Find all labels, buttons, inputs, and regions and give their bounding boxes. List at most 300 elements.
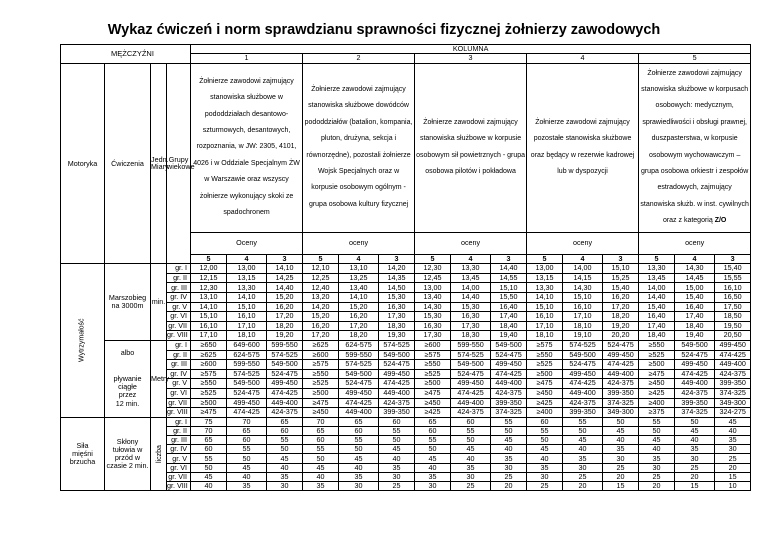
norm-value: 424-375	[715, 369, 751, 379]
norm-value: 30	[415, 482, 451, 491]
norm-value: 16,30	[379, 302, 415, 312]
norm-value: 19,20	[267, 331, 303, 341]
norm-value: 45	[491, 436, 527, 445]
grade-header: 3	[715, 254, 751, 264]
norm-value: 14,00	[639, 283, 675, 293]
age-group-label: gr. II	[167, 426, 191, 435]
norm-value: 40	[715, 426, 751, 435]
norm-value: 449-400	[379, 388, 415, 398]
norm-value: ≥425	[527, 398, 563, 408]
norm-value: 15,10	[603, 264, 639, 274]
norm-value: 14,45	[675, 273, 715, 283]
norm-value: 35	[527, 463, 563, 472]
norm-value: 35	[227, 482, 267, 491]
norm-value: 17,40	[639, 321, 675, 331]
norm-value: ≥400	[639, 398, 675, 408]
norm-value: 16,20	[603, 293, 639, 303]
age-group-label: gr. I	[167, 340, 191, 350]
norm-value: 55	[227, 445, 267, 454]
norm-value: ≥625	[303, 340, 339, 350]
norm-value: ≥425	[639, 388, 675, 398]
unit-header: Jedn. Miary	[151, 63, 167, 264]
norm-value: 14,20	[379, 264, 415, 274]
norm-value: 50	[603, 417, 639, 426]
norm-value: ≥475	[191, 408, 227, 418]
age-group-label: gr. IV	[167, 445, 191, 454]
column-number-4: 4	[527, 53, 639, 63]
grade-header: 3	[267, 254, 303, 264]
norm-value: ≥400	[527, 408, 563, 418]
kolumna-label: KOLUMNA	[191, 45, 751, 54]
norm-value: ≥450	[639, 379, 675, 389]
norm-value: 374-325	[491, 408, 527, 418]
grade-header: 3	[603, 254, 639, 264]
column-number-5: 5	[639, 53, 751, 63]
column-description-2: Żołnierze zawodowi zajmujący stanowiska służbowe dowódców pododdziałów (batalion, kompania, pluton, drużyna, sekcja i równorzędne), pozostali żołnierze Wojsk Specjalnych oraz w korpusie osobowym ogólnym - grupa osobowa kultury fizycznej	[303, 63, 415, 232]
norm-value: 50	[639, 426, 675, 435]
norm-value: 18,20	[339, 331, 379, 341]
age-groups-header: Grupy wiekowe	[167, 63, 191, 264]
norm-value: 40	[527, 454, 563, 463]
norm-value: 30	[527, 472, 563, 481]
norm-value: 14,15	[563, 273, 603, 283]
norm-value: 25	[639, 472, 675, 481]
grade-header: 5	[303, 254, 339, 264]
norm-value: 14,30	[415, 302, 451, 312]
norm-value: ≥575	[415, 350, 451, 360]
norm-value: 45	[715, 417, 751, 426]
norm-value: 20	[491, 482, 527, 491]
norm-value: 65	[267, 417, 303, 426]
norm-value: 25	[675, 463, 715, 472]
norm-value: ≥525	[191, 388, 227, 398]
norm-value: 399-350	[563, 408, 603, 418]
norm-value: 55	[267, 436, 303, 445]
norm-value: 15,30	[415, 312, 451, 322]
motoryka-header: Motoryka	[61, 63, 105, 264]
norm-value: 18,20	[603, 312, 639, 322]
age-group-label: gr. VII	[167, 321, 191, 331]
norm-value: 25	[527, 482, 563, 491]
norm-value: 18,40	[639, 331, 675, 341]
norm-value: 12,30	[191, 283, 227, 293]
norm-value: 16,10	[527, 312, 563, 322]
norm-value: 18,40	[491, 321, 527, 331]
norm-value: 35	[415, 472, 451, 481]
norm-value: 15,10	[563, 293, 603, 303]
norm-value: 449-400	[267, 398, 303, 408]
exercise-name: Skłony tułowia w przód w czasie 2 min.	[105, 417, 151, 491]
grade-header: 3	[491, 254, 527, 264]
norm-value: 16,20	[267, 302, 303, 312]
norm-value: 18,30	[379, 321, 415, 331]
norm-value: 35	[715, 436, 751, 445]
norm-value: 16,50	[715, 293, 751, 303]
norm-value: 45	[191, 472, 227, 481]
column-number-3: 3	[415, 53, 527, 63]
norm-value: 16,20	[339, 312, 379, 322]
norm-value: 55	[379, 426, 415, 435]
norm-value: 399-350	[491, 398, 527, 408]
norm-value: ≥525	[527, 360, 563, 370]
norm-value: 19,40	[675, 331, 715, 341]
norm-value: 12,45	[415, 273, 451, 283]
norm-value: ≥525	[415, 369, 451, 379]
age-group-label: gr. I	[167, 417, 191, 426]
norm-value: 13,25	[339, 273, 379, 283]
norm-value: 25	[715, 454, 751, 463]
unit-label: min.	[151, 264, 167, 341]
norm-value: 45	[639, 436, 675, 445]
norm-value: 424-375	[379, 398, 415, 408]
norm-value: 20,20	[603, 331, 639, 341]
unit-label: Metry	[151, 340, 167, 417]
norm-value: 13,10	[191, 293, 227, 303]
norm-value: 45	[267, 454, 303, 463]
norm-value: 35	[451, 463, 491, 472]
table-row	[61, 417, 751, 426]
norm-value: 349-300	[715, 398, 751, 408]
norm-value: 16,10	[563, 302, 603, 312]
norm-value: 40	[379, 454, 415, 463]
norm-value: 12,25	[303, 273, 339, 283]
age-group-label: gr. VII	[167, 398, 191, 408]
norm-value: 45	[451, 445, 491, 454]
norm-value: 549-500	[227, 379, 267, 389]
norm-value: 424-375	[267, 408, 303, 418]
norm-value: ≥500	[191, 398, 227, 408]
norm-value: 524-475	[379, 360, 415, 370]
norm-value: 524-475	[339, 379, 379, 389]
norm-value: 12,10	[303, 264, 339, 274]
norm-value: ≥550	[639, 340, 675, 350]
norm-value: 474-425	[603, 360, 639, 370]
norm-value: 13,00	[527, 264, 563, 274]
grade-header: 5	[639, 254, 675, 264]
norm-value: 449-400	[603, 369, 639, 379]
norm-value: 18,10	[227, 331, 267, 341]
column-number-1: 1	[191, 53, 303, 63]
norm-value: 40	[191, 482, 227, 491]
age-group-label: gr. IV	[167, 369, 191, 379]
norm-value: ≥600	[303, 350, 339, 360]
norm-value: 524-475	[603, 340, 639, 350]
norm-value: 499-450	[227, 398, 267, 408]
grade-header: 5	[191, 254, 227, 264]
norm-value: 13,30	[639, 264, 675, 274]
age-group-label: gr. III	[167, 360, 191, 370]
norm-value: 574-525	[267, 350, 303, 360]
norm-value: 35	[563, 454, 603, 463]
norm-value: ≥525	[639, 350, 675, 360]
norm-value: 50	[451, 436, 491, 445]
norm-value: 574-525	[563, 340, 603, 350]
column-number-2: 2	[303, 53, 415, 63]
norm-value: 35	[339, 472, 379, 481]
norm-value: 399-350	[675, 398, 715, 408]
norm-value: 16,40	[639, 312, 675, 322]
norm-value: 549-500	[379, 350, 415, 360]
norm-value: 18,10	[563, 321, 603, 331]
norm-value: 15,10	[191, 312, 227, 322]
norm-value: 13,00	[415, 283, 451, 293]
grades-label-4: oceny	[527, 232, 639, 254]
norm-value: 599-550	[227, 360, 267, 370]
norm-value: 15	[603, 482, 639, 491]
norm-value: 15,25	[603, 273, 639, 283]
norm-value: 16,40	[675, 302, 715, 312]
norm-value: 13,15	[227, 273, 267, 283]
unit-label: liczba	[151, 417, 167, 491]
norm-value: 50	[191, 463, 227, 472]
norm-value: 17,30	[451, 321, 491, 331]
norm-value: 14,10	[227, 293, 267, 303]
norm-value: 40	[603, 436, 639, 445]
norm-value: 20	[675, 472, 715, 481]
norm-value: ≥600	[191, 360, 227, 370]
norm-value: 60	[191, 445, 227, 454]
norm-value: 45	[379, 445, 415, 454]
norm-value: 50	[527, 436, 563, 445]
grades-label-5: oceny	[639, 232, 751, 254]
norm-value: 499-450	[563, 369, 603, 379]
norm-value: 50	[303, 454, 339, 463]
norm-value: 549-500	[267, 360, 303, 370]
norm-value: 14,20	[303, 302, 339, 312]
norm-value: 35	[267, 472, 303, 481]
norm-value: 474-425	[563, 379, 603, 389]
norm-value: 449-400	[339, 408, 379, 418]
norm-value: 524-475	[451, 369, 491, 379]
norm-value: ≥450	[303, 408, 339, 418]
norm-value: 499-450	[675, 360, 715, 370]
norm-value: 13,15	[527, 273, 563, 283]
norm-value: 40	[491, 445, 527, 454]
cwiczenia-header: Ćwiczenia	[105, 63, 151, 264]
norm-value: 14,55	[491, 273, 527, 283]
norm-value: 60	[527, 417, 563, 426]
norm-value: 50	[227, 454, 267, 463]
norm-value: 574-525	[227, 369, 267, 379]
norm-value: 19,50	[715, 321, 751, 331]
norm-value: 35	[303, 482, 339, 491]
norm-value: 499-450	[267, 379, 303, 389]
column-description-3: Żołnierze zawodowi zajmujący stanowiska służbowe w korpusie osobowym sił powietrznych - grupa osobowa pilotów i pokładowa	[415, 63, 527, 232]
norm-value: ≥575	[527, 340, 563, 350]
age-group-label: gr. VII	[167, 472, 191, 481]
age-group-label: gr. II	[167, 273, 191, 283]
norm-value: 424-375	[491, 388, 527, 398]
norm-value: 17,50	[715, 302, 751, 312]
norm-value: 20	[715, 463, 751, 472]
norm-value: 65	[415, 417, 451, 426]
norm-value: 50	[563, 426, 603, 435]
norm-value: ≥450	[527, 388, 563, 398]
norm-value: 65	[227, 426, 267, 435]
age-group-label: gr. V	[167, 302, 191, 312]
norm-value: 16,30	[451, 312, 491, 322]
norm-value: 45	[603, 426, 639, 435]
norm-value: ≥425	[415, 408, 451, 418]
norm-value: 35	[379, 463, 415, 472]
norm-value: 449-400	[563, 388, 603, 398]
norm-value: 17,40	[675, 312, 715, 322]
norm-value: 19,10	[563, 331, 603, 341]
norm-value: 40	[227, 472, 267, 481]
norm-value: 12,00	[191, 264, 227, 274]
norm-value: 15,40	[603, 283, 639, 293]
norm-value: 14,40	[639, 293, 675, 303]
norm-value: 549-500	[339, 369, 379, 379]
norm-value: 499-450	[491, 360, 527, 370]
norm-value: 30	[603, 454, 639, 463]
norm-value: 15,10	[227, 302, 267, 312]
norm-value: 55	[563, 417, 603, 426]
side-label-endurance: Wytrzymałość	[61, 264, 105, 418]
norm-value: 449-400	[491, 379, 527, 389]
norm-value: 60	[227, 436, 267, 445]
norm-value: 474-425	[451, 388, 491, 398]
grades-label-2: oceny	[303, 232, 415, 254]
norm-value: 574-525	[339, 360, 379, 370]
norm-value: 45	[303, 463, 339, 472]
norm-value: 14,40	[451, 293, 491, 303]
age-group-label: gr. VI	[167, 388, 191, 398]
norm-value: 55	[451, 426, 491, 435]
norm-value: 17,30	[415, 331, 451, 341]
norm-value: 35	[603, 445, 639, 454]
norm-value: 60	[415, 426, 451, 435]
norm-value: 449-400	[451, 398, 491, 408]
norm-value: 60	[339, 426, 379, 435]
table-row	[61, 264, 751, 274]
norm-value: 14,10	[191, 302, 227, 312]
norm-value: 30	[675, 454, 715, 463]
norm-value: 17,10	[227, 321, 267, 331]
norm-value: 40	[415, 463, 451, 472]
norm-value: 599-550	[451, 340, 491, 350]
norm-value: 40	[339, 463, 379, 472]
norm-value: 30	[339, 482, 379, 491]
norm-value: 55	[527, 426, 563, 435]
norm-value: 374-325	[675, 408, 715, 418]
grade-header: 5	[415, 254, 451, 264]
norm-value: 474-425	[715, 350, 751, 360]
norm-value: 15,40	[639, 302, 675, 312]
norm-value: 399-350	[603, 388, 639, 398]
grade-header: 4	[227, 254, 267, 264]
norm-value: 17,30	[379, 312, 415, 322]
norm-value: 449-400	[715, 360, 751, 370]
norm-value: 524-475	[227, 388, 267, 398]
grade-header: 4	[451, 254, 491, 264]
norm-value: 524-475	[563, 360, 603, 370]
norm-value: 599-550	[339, 350, 379, 360]
norm-value: 13,40	[339, 283, 379, 293]
column-description-4: Żołnierze zawodowi zajmujący pozostałe stanowiska służbowe oraz będący w rezerwie kadrowej lub w dyspozycji	[527, 63, 639, 232]
norm-value: 45	[227, 463, 267, 472]
norm-value: 15,50	[491, 293, 527, 303]
norm-value: 50	[267, 445, 303, 454]
norm-value: 45	[675, 426, 715, 435]
norm-value: 324-275	[715, 408, 751, 418]
norm-value: ≥475	[639, 369, 675, 379]
norm-value: 35	[675, 445, 715, 454]
norm-value: 374-325	[715, 388, 751, 398]
norm-value: 50	[491, 426, 527, 435]
norm-value: 474-425	[267, 388, 303, 398]
norm-value: 18,10	[527, 331, 563, 341]
norm-value: 15,40	[715, 264, 751, 274]
norm-value: 65	[191, 436, 227, 445]
norm-value: 399-350	[715, 379, 751, 389]
norm-value: ≥575	[191, 369, 227, 379]
norm-value: ≥475	[415, 388, 451, 398]
norm-value: 549-500	[451, 360, 491, 370]
norm-value: ≥475	[303, 398, 339, 408]
norm-value: 14,30	[563, 283, 603, 293]
age-group-label: gr. VIII	[167, 482, 191, 491]
norm-value: ≥650	[191, 340, 227, 350]
norm-value: ≥475	[527, 379, 563, 389]
norm-value: 12,30	[415, 264, 451, 274]
norm-value: 12,40	[303, 283, 339, 293]
norm-value: 55	[491, 417, 527, 426]
norm-value: 65	[339, 417, 379, 426]
norm-value: 14,10	[527, 293, 563, 303]
norm-value: 15,20	[303, 312, 339, 322]
norm-value: 16,30	[415, 321, 451, 331]
norm-value: 50	[379, 436, 415, 445]
norm-value: 55	[639, 417, 675, 426]
norm-value: 40	[563, 445, 603, 454]
norm-value: ≥525	[303, 379, 339, 389]
norm-value: 19,20	[603, 321, 639, 331]
grade-header: 4	[563, 254, 603, 264]
page-title: Wykaz ćwiczeń i norm sprawdzianu sprawności fizycznej żołnierzy zawodowych	[107, 22, 661, 38]
norm-value: 30	[563, 463, 603, 472]
norm-value: 549-500	[563, 350, 603, 360]
norm-value: 13,40	[415, 293, 451, 303]
column-description-1: Żołnierze zawodowi zajmujący stanowiska służbowe w pododdziałach desantowo-szturmowych, desantowych, rozpoznania, w JW: 2305, 4101, 4026 i w Oddziale Specjalnym ŻW w Warszawie oraz wszyscy żołnierze wykonujący skoki ze spadochronem	[191, 63, 303, 232]
men-label: MĘŻCZYŹNI	[61, 45, 191, 64]
norm-value: 574-525	[379, 340, 415, 350]
norm-value: 75	[191, 417, 227, 426]
norm-value: 449-400	[675, 379, 715, 389]
age-group-label: gr. VI	[167, 312, 191, 322]
norm-value: ≥500	[527, 369, 563, 379]
norm-value: 15,00	[675, 283, 715, 293]
norm-value: 424-375	[603, 379, 639, 389]
norm-value: ≥625	[191, 350, 227, 360]
norm-value: 17,10	[191, 331, 227, 341]
norm-value: ≥550	[415, 360, 451, 370]
norm-value: 18,20	[267, 321, 303, 331]
grade-header: 3	[379, 254, 415, 264]
age-group-label: gr. VI	[167, 463, 191, 472]
norm-value: 15,30	[451, 302, 491, 312]
norm-value: 50	[339, 445, 379, 454]
norm-value: 599-550	[267, 340, 303, 350]
norm-value: 499-450	[451, 379, 491, 389]
norm-value: 55	[339, 436, 379, 445]
age-group-label: gr. III	[167, 436, 191, 445]
norm-value: 549-500	[491, 340, 527, 350]
norm-value: 14,00	[451, 283, 491, 293]
norm-value: 17,40	[491, 312, 527, 322]
norm-value: 474-425	[675, 369, 715, 379]
norm-value: 25	[603, 463, 639, 472]
